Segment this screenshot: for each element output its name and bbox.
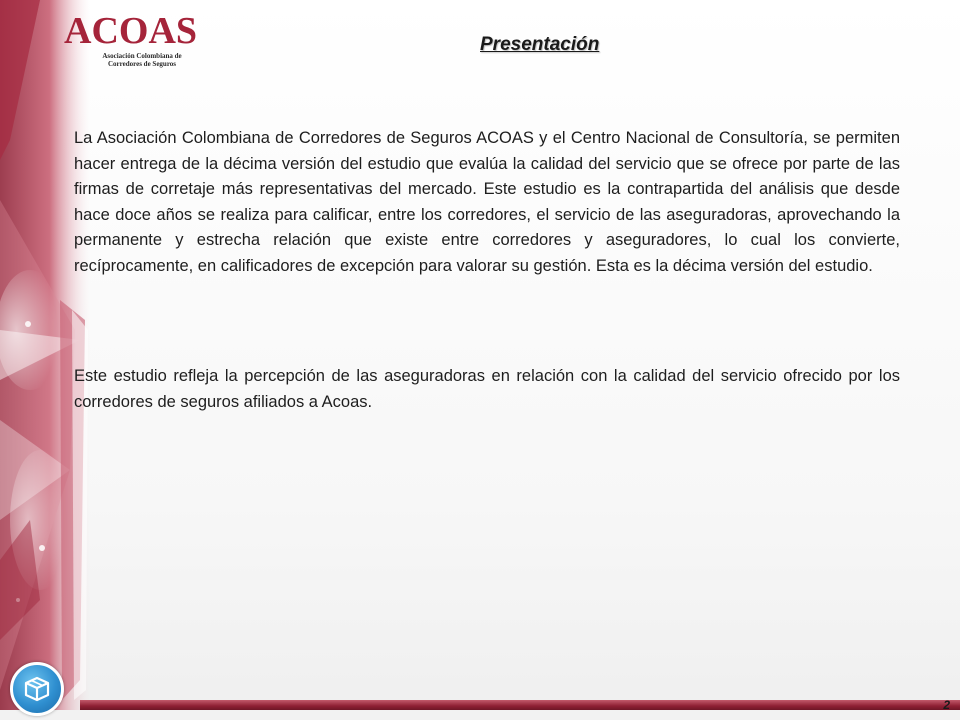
second-paragraph: Este estudio refleja la percepción de las aseguradoras en relación con la calidad del servicio ofrecido por los corredores de seguros afiliados a Acoas. xyxy=(74,367,900,411)
intro-paragraph: La Asociación Colombiana de Corredores de Seguros ACOAS y el Centro Nacional de Consultoría, se permiten hacer entrega de la décima versión del estudio que evalúa la calidad del servicio que se ofrece por parte de las firmas de corretaje más representativas del mercado. Este estudio es la contrapartida del análisis que desde hace doce años se realiza para calificar, entre los corredores, el servicio de las aseguradoras, aprovechando la permanente y estrecha relación que existe entre corredores y aseguradores, lo cual los convierte, recíprocamente, en calificadores de excepción para valorar su gestión. Esta es la décima versión del estudio. xyxy=(74,129,900,275)
logo-subtitle xyxy=(82,52,202,68)
decorative-side-band xyxy=(0,0,90,720)
page-number: 2 xyxy=(943,698,950,712)
logo-wordmark: ACOAS xyxy=(64,10,198,52)
footer-bar xyxy=(80,700,960,710)
logo-subtitle-line2: Corredores de Seguros xyxy=(107,60,177,68)
footer-strip xyxy=(0,710,960,720)
logo-subtitle-line1: Asociación Colombiana de xyxy=(102,52,182,60)
page-title: Presentación xyxy=(480,34,600,55)
acoas-logo xyxy=(64,6,224,74)
box-icon xyxy=(10,662,64,716)
